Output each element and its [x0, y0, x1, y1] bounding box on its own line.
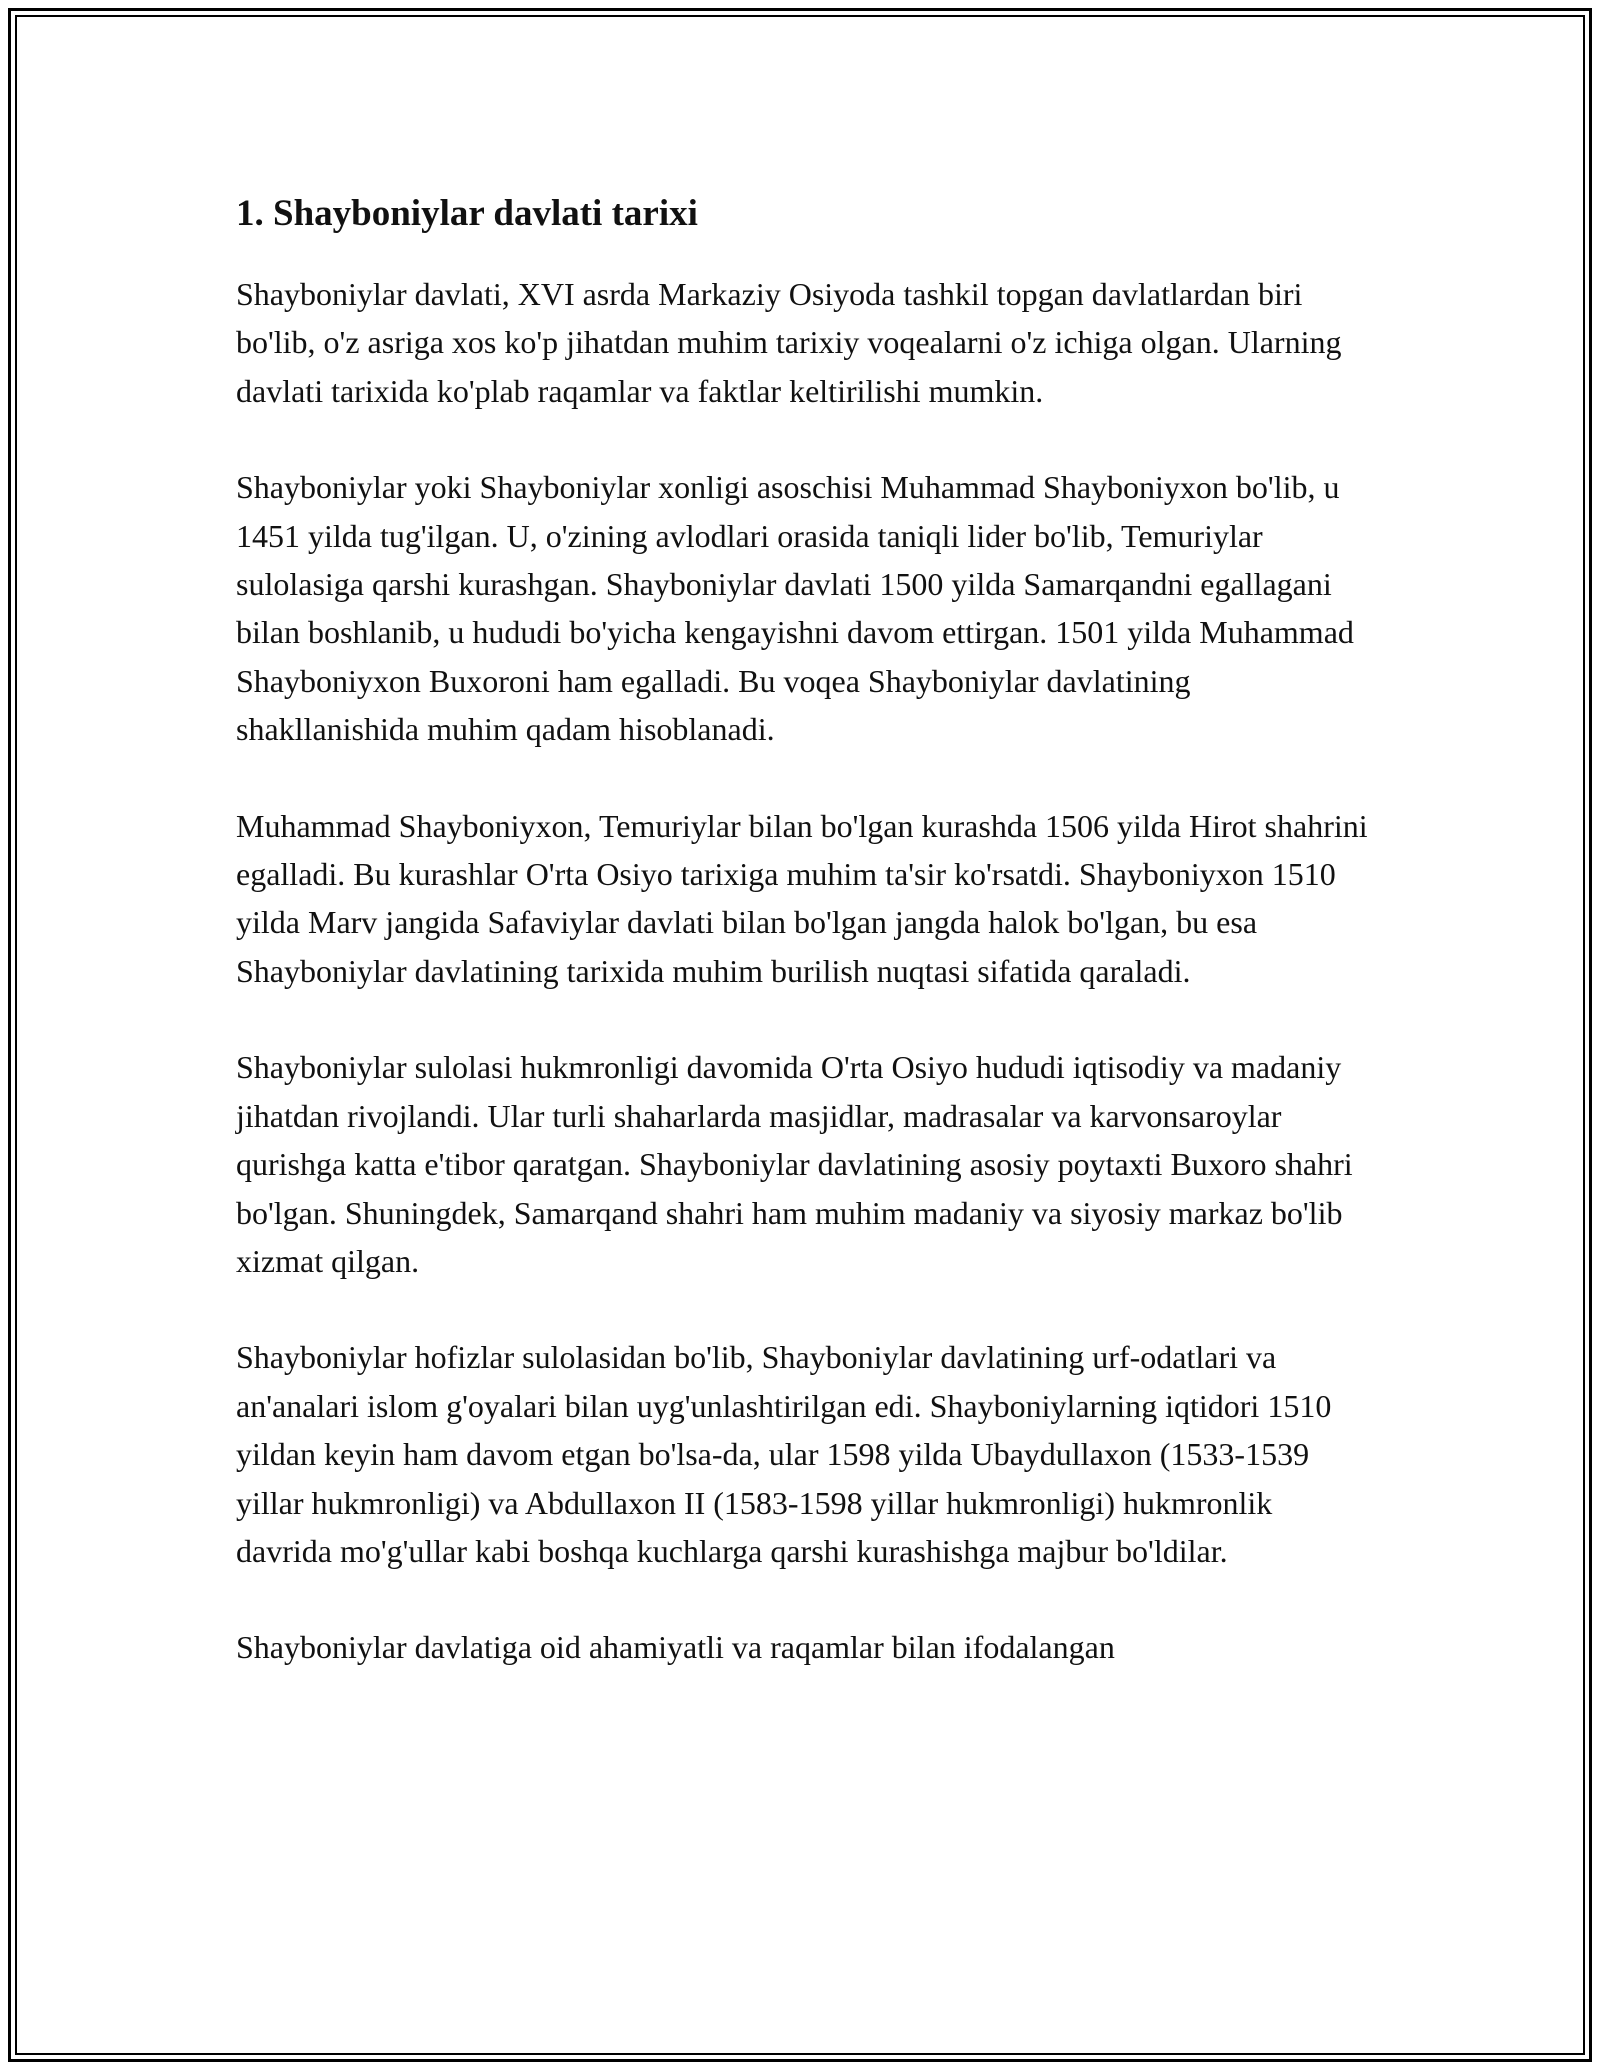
- paragraph-conquests: Muhammad Shayboniyxon, Temuriylar bilan bo'lgan kurashda 1506 yilda Hirot shahrini egalladi. Bu kurashlar O'rta Osiyo tarixiga muhim ta'sir ko'rsatdi. Shayboniyxon 1510 yilda Marv jangida Safaviylar davlati bilan bo'lgan jangda halok bo'lgan, bu esa Shayboniylar davlatining tarixida muhim burilish nuqtasi sifatida qaraladi.: [236, 807, 1368, 989]
- paragraph-closing: Shayboniylar davlatiga oid ahamiyatli va raqamlar bilan ifodalangan: [236, 1629, 1115, 1666]
- section-heading: 1. Shayboniylar davlati tarixi: [236, 193, 698, 234]
- paragraph-development: Shayboniylar sulolasi hukmronligi davomida O'rta Osiyo hududi iqtisodiy va madaniy jihatdan rivojlandi. Ular turli shaharlarda masjidlar, madrasalar va karvonsaroylar qurishga katta e'tibor qaratgan. Shayboniylar davlatining asosiy poytaxti Buxoro shahri bo'lgan. Shuningdek, Samarqand shahri ham muhim madaniy va siyosiy markaz bo'lib xizmat qilgan.: [236, 1049, 1353, 1279]
- paragraph-traditions: Shayboniylar hofizlar sulolasidan bo'lib, Shayboniylar davlatining urf-odatlari va an'analari islom g'oyalari bilan uyg'unlashtirilgan edi. Shayboniylarning iqtidori 1510 yildan keyin ham davom etgan bo'lsa-da, ular 1598 yilda Ubaydullaxon (1533-1539 yillar hukmronligi) va Abdullaxon II (1583-1598 yillar hukmronligi) hukmronlik davrida mo'g'ullar kabi boshqa kuchlarga qarshi kurashishga majbur bo'ldilar.: [236, 1339, 1332, 1569]
- document-body: [236, 188, 1376, 1720]
- paragraph-intro: Shayboniylar davlati, XVI asrda Markaziy Osiyoda tashkil topgan davlatlardan biri bo'lib, o'z asriga xos ko'p jihatdan muhim tarixiy voqealarni o'z ichiga olgan. Ularning davlati tarixida ko'plab raqamlar va faktlar keltirilishi mumkin.: [236, 276, 1342, 409]
- paragraph-founder: Shayboniylar yoki Shayboniylar xonligi asoschisi Muhammad Shayboniyxon bo'lib, u 1451 yilda tug'ilgan. U, o'zining avlodlari orasida taniqli lider bo'lib, Temuriylar sulolasiga qarshi kurashgan. Shayboniylar davlati 1500 yilda Samarqandni egallagani bilan boshlanib, u hududi bo'yicha kengayishni davom ettirgan. 1501 yilda Muhammad Shayboniyxon Buxoroni ham egalladi. Bu voqea Shayboniylar davlatining shakllanishida muhim qadam hisoblanadi.: [236, 469, 1354, 748]
